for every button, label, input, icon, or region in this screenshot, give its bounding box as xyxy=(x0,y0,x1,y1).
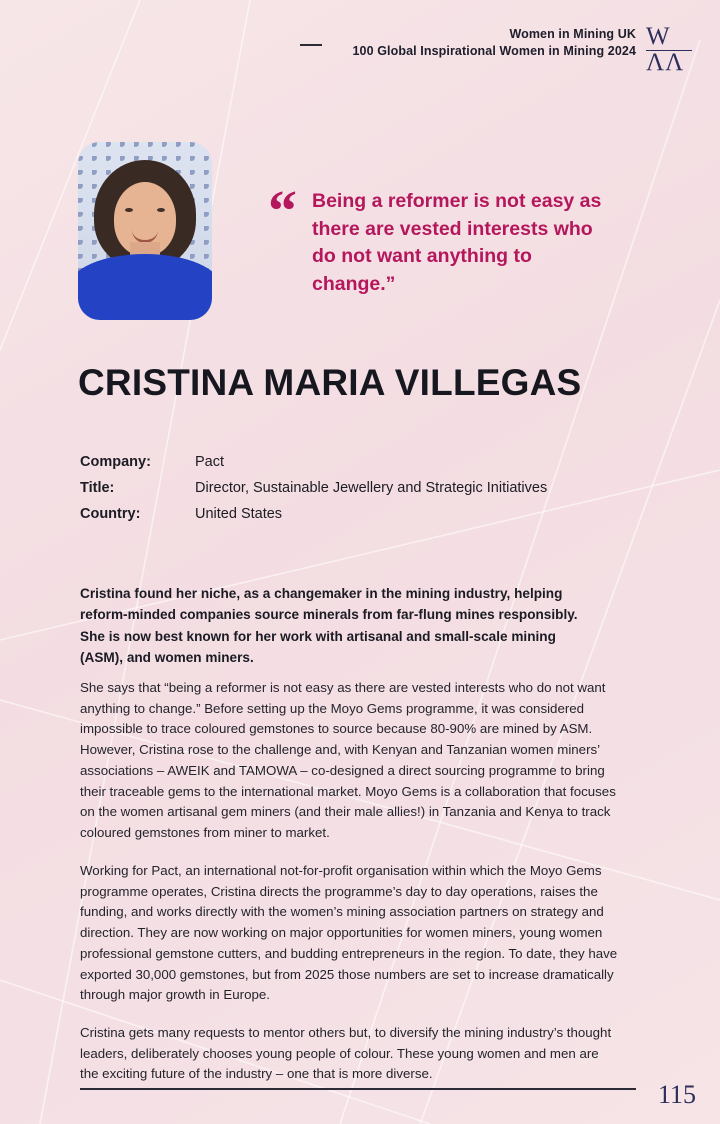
detail-row-title xyxy=(80,478,600,499)
detail-label: Country: xyxy=(80,506,141,523)
quote-text: Being a reformer is not easy as there are vested interests who do not want anything to change.” xyxy=(312,190,602,296)
logo-letter-w: W xyxy=(646,23,671,50)
detail-value: Director, Sustainable Jewellery and Strategic Initiatives xyxy=(195,480,548,497)
header-text xyxy=(353,26,637,60)
page-title: CRISTINA MARIA VILLEGAS xyxy=(78,362,582,403)
page-number: 115 xyxy=(657,1080,696,1109)
header-publication: Women in Mining UK xyxy=(509,27,636,41)
portrait-photo xyxy=(78,142,212,320)
body-paragraph: Working for Pact, an international not-for-profit organisation within which the Moyo Gems programme operates, Cristina directs the programme’s day to day operations, raises the funding, and works directly with the women’s mining association partners on strategy and direction. They are now working on major opportunities for women miners, young women professional gemstone cutters, and budding entrepreneurs in the region. To date, they have exported 30,000 gemstones, but from 2025 those numbers are set to increase dramatically through major growth in Europe. xyxy=(80,862,618,1003)
body-paragraph: Cristina gets many requests to mentor others but, to diversify the mining industry’s thought leaders, deliberately chooses young people of colour. These young women and men are the exciting future of the industry – one that is more diverse. xyxy=(80,1025,612,1082)
pull-quote xyxy=(268,178,608,299)
page-header xyxy=(0,14,720,76)
portrait-eye-right xyxy=(157,208,165,212)
header-subtitle: 100 Global Inspirational Women in Mining 2024 xyxy=(352,43,636,58)
wim-logo xyxy=(646,24,696,76)
quote-mark-icon: “ xyxy=(268,178,297,243)
portrait-clothing xyxy=(78,254,212,320)
profile-details xyxy=(80,452,600,530)
portrait-eye-left xyxy=(125,208,133,212)
lead-paragraph: Cristina found her niche, as a changemaker in the mining industry, helping reform-minded companies source minerals from far-flung mines responsibly. She is now best known for her work with artisanal and small-scale mining (ASM), and women miners. xyxy=(80,586,578,666)
detail-value: Pact xyxy=(195,454,225,470)
detail-value: United States xyxy=(195,506,283,523)
body-copy xyxy=(80,678,620,1102)
footer-rule xyxy=(80,1088,636,1090)
header-rule xyxy=(300,44,322,46)
detail-row-country xyxy=(80,504,600,525)
detail-label: Title: xyxy=(80,480,115,497)
body-paragraph: She says that “being a reformer is not easy as there are vested interests who do not want anything to change.” Before setting up the Moyo Gems programme, it was considered impossible to trace coloured gemstones to source because 80-90% are mined by ASM. However, Cristina rose to the challenge and, with Kenyan and Tanzanian women miners’ associations – AWEIK and TAMOWA – co-designed a direct sourcing programme to bring their traceable gems to the international market. Moyo Gems is a collaboration that focuses on the women artisanal gem miners (and their male allies!) in Tanzania and Kenya to track coloured gemstones from miner to market. xyxy=(80,680,616,841)
detail-label: Company: xyxy=(80,454,151,470)
detail-row-company xyxy=(80,452,600,473)
logo-letter-m: ΛΛ xyxy=(646,49,685,76)
